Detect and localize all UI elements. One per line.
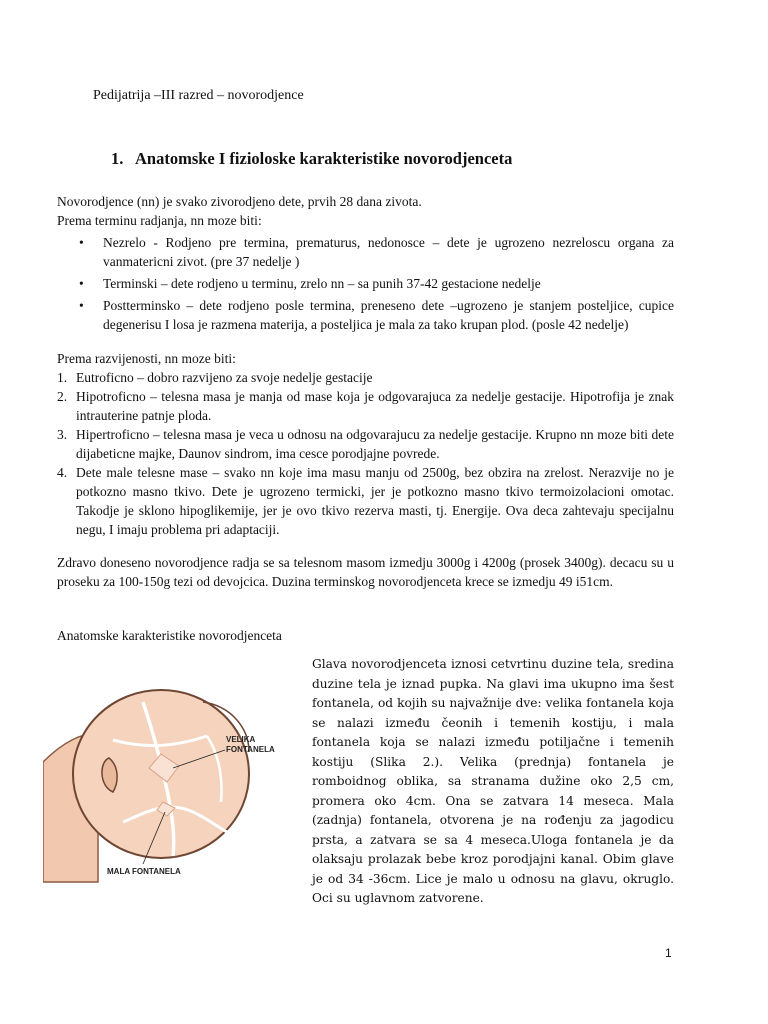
bullet-icon: • <box>79 276 84 291</box>
list-item: • Nezrelo - Rodjeno pre termina, prematurus, nedonosce – dete je ugrozeno nezreloscu organa za vanmatericni zivot. (pre 37 nedelje ) <box>79 235 674 269</box>
label-line: FONTANELA <box>226 745 275 754</box>
intro-line-2: Prema terminu radjanja, nn moze biti: <box>57 213 262 228</box>
document-header: Pedijatrija –III razred – novorodjence <box>93 88 304 103</box>
head-paragraph: Glava novorodjenceta iznosi cetvrtinu duzine tela, sredina duzine tela je iznad pupka. Na glavi ima ukupno ima šest fontanela, od kojih su najvažnije dve: velika fontanela koja se nalazi između čeonih i temenih kostiju, i mala fontanela koja se nalazi između potiljačne i temenih kostiju (Slika 2.). Velika (prednja) fontanela je romboidnog oblika, sa stranama dužine oko 2,5 cm, promera oko 4cm. Ona se zatvara 14 meseca. Mala (zadnja) fontanela, otvorena je na rođenju za jagodicu prsta, a zatvara se sa 4 meseca.Uloga fontanela je da olaksaju prolazak bebe kroz porodjajni kanal. Obim glave je od 34 -36cm. Lice je malo u odnosu na glavu, okruglo. Oci su uglavnom zatvorene. <box>312 657 674 905</box>
page-number: 1 <box>665 946 672 960</box>
development-intro: Prema razvijenosti, nn moze biti: <box>57 351 236 366</box>
list-item: • Terminski – dete rodjeno u terminu, zrelo nn – sa punih 37-42 gestacione nedelje <box>79 276 541 291</box>
section-number: 1. <box>111 149 124 168</box>
term-bullet-list <box>57 233 674 334</box>
label-mala-fontanela: MALA FONTANELA <box>107 867 181 876</box>
section-title <box>111 149 512 169</box>
list-item: 4. Dete male telesne mase – svako nn koje ima masu manju od 2500g, bez obzira na zrelost. Nerazvije no je potkozno masno tkivo. Dete je ugrozeno termicki, jer je potkozno masno tkivo termoizolacioni omotac. Takodje je sklono hipoglikemije, jer je ovo tkivo rezerva masti, tj. Energije. Ova deca zahtevaju specijalnu negu, I imaju problema pri adaptaciji. <box>57 465 674 537</box>
list-item: 3. Hipertroficno – telesna masa je veca u odnosu na odgovarajucu za nedelje gestacije. Krupno nn moze biti dete dijabeticne majke, Daunov sindrom, ima cesce porodjajne povrede. <box>57 427 674 461</box>
subheading: Anatomske karakteristike novorodjenceta <box>57 628 282 643</box>
weight-paragraph: Zdravo doneseno novorodjence radja se sa telesnom masom izmedju 3000g i 4200g (prosek 3400g). decacu su u proseku za 100-150g tezi od devojcica. Duzina terminskog novorodjenceta krece se izmedju 49 i51cm. <box>57 555 674 589</box>
list-item: 2. Hipotroficno – telesna masa je manja od mase koja je odgovarajuca za nedelje gestacije. Hipotrofija je znak intrauterine patnje ploda. <box>57 389 674 423</box>
bullet-icon: • <box>79 235 84 250</box>
label-velika-fontanela <box>226 735 275 754</box>
label-line: VELIKA <box>226 735 256 744</box>
list-item: 1. Eutroficno – dobro razvijeno za svoje nedelje gestacije <box>57 370 373 385</box>
section-title-text: Anatomske I fizioloske karakteristike novorodjenceta <box>135 149 513 168</box>
intro-line-1: Novorodjence (nn) je svako zivorodjeno dete, prvih 28 dana zivota. <box>57 194 422 209</box>
newborn-skull-figure <box>43 662 293 884</box>
bullet-icon: • <box>79 298 84 313</box>
list-item: • Postterminsko – dete rodjeno posle termina, preneseno dete –ugrozeno je stanjem posteljice, cupice degenerisu I losa je razmena materija, a posteljica je mala za tako krupan plod. (posle 42 nedelje) <box>79 298 674 332</box>
development-list <box>57 368 674 539</box>
